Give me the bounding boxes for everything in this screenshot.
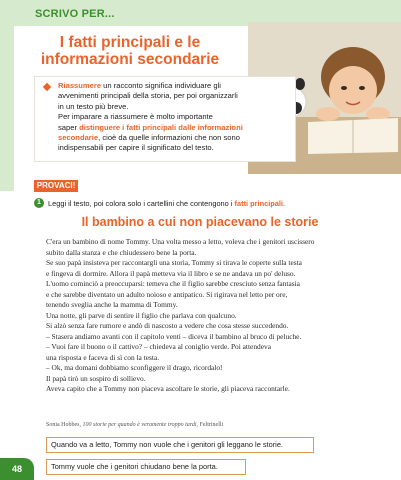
highlight-secondarie: secondarie	[58, 133, 99, 143]
story-line: e fingeva di dormire. Allora il papà metteva via il libro e se ne andava un po' deluso.	[46, 268, 296, 278]
story-line: C'era un bambino di nome Tommy. Una volta messo a letto, voleva che i genitori uscissero	[46, 237, 315, 246]
story-line: Se suo papà insisteva per raccontargli una storia, Tommy si tirava le coperte sulla testa	[46, 258, 302, 267]
story-line: – Vuoi fare il buono o il cattivo? – chiedeva al coniglio verde. Poi attendeva	[46, 342, 271, 351]
left-decor-band	[0, 26, 14, 191]
keyword-riassumere: Riassumere	[58, 81, 102, 90]
story-line: L'uomo cominciò a preoccuparsi: temeva che il figlio sarebbe cresciuto senza fantasia	[46, 279, 300, 288]
story-line: – Ok, ma domani dobbiamo sconfiggere il drago, ricordalo!	[46, 363, 223, 372]
intro-text: Riassumere un racconto significa individuare gli avvenimenti principali della storia, per poi organizzarli in un testo più breve. Per imparare a riassumere è molto importante saper distinguere i fatti principali dalle informazioni secondarie, cioè da quelle informazioni che non sono indispensabili per capire il significato del testo.	[58, 81, 243, 153]
section-label: SCRIVO PER...	[35, 8, 115, 20]
exercise-number: 1	[34, 198, 44, 208]
story-line: Una notte, gli parve di sentire il figlio che parlava con qualcuno.	[46, 310, 237, 320]
story-line: e che sarebbe diventato un adulto noioso e antipatico. Si rigirava nel letto per ore,	[46, 289, 288, 299]
title-line-1: I fatti principali e le	[59, 34, 201, 51]
page-title	[30, 34, 230, 68]
highlight-distinguere: distinguere i fatti principali dalle informazioni	[79, 122, 243, 132]
page-number: 48	[0, 458, 34, 480]
answer-card-2[interactable]: Tommy vuole che i genitori chiudano bene la porta.	[46, 459, 246, 475]
story-line: subito dalla stanza e che chiudessero bene la porta.	[46, 247, 197, 257]
story-line: – Stasera andiamo avanti con il capitolo venti – diceva il bambino al bruco di peluche.	[46, 331, 302, 341]
title-line-2: informazioni secondarie	[40, 51, 220, 68]
story-text	[46, 237, 391, 395]
story-line: Si alzò senza fare rumore e andò di nascosto a vedere che cosa stesse succedendo.	[46, 321, 289, 330]
story-line: tenendo sveglia anche la mamma di Tommy.	[46, 300, 178, 309]
answer-card-1[interactable]: Quando va a letto, Tommy non vuole che i genitori gli leggano le storie.	[46, 437, 314, 453]
story-line: una risposta e faceva di sì con la testa.	[46, 352, 160, 362]
exercise-instruction: Leggi il testo, poi colora solo i cartellini che contengono i fatti principali.	[48, 199, 286, 208]
provaci-badge: PROVACI!	[34, 180, 78, 192]
story-line: Aveva capito che a Tommy non piaceva ascoltare le storie, gli piaceva raccontarle.	[46, 384, 290, 393]
story-line: Il papà tirò un sospiro di sollievo.	[46, 373, 146, 383]
story-title: Il bambino a cui non piacevano le storie	[81, 215, 319, 229]
story-source: Sonia Hobbes, 100 storie per quando è veramente troppo tardi, Feltrinelli	[46, 422, 224, 428]
